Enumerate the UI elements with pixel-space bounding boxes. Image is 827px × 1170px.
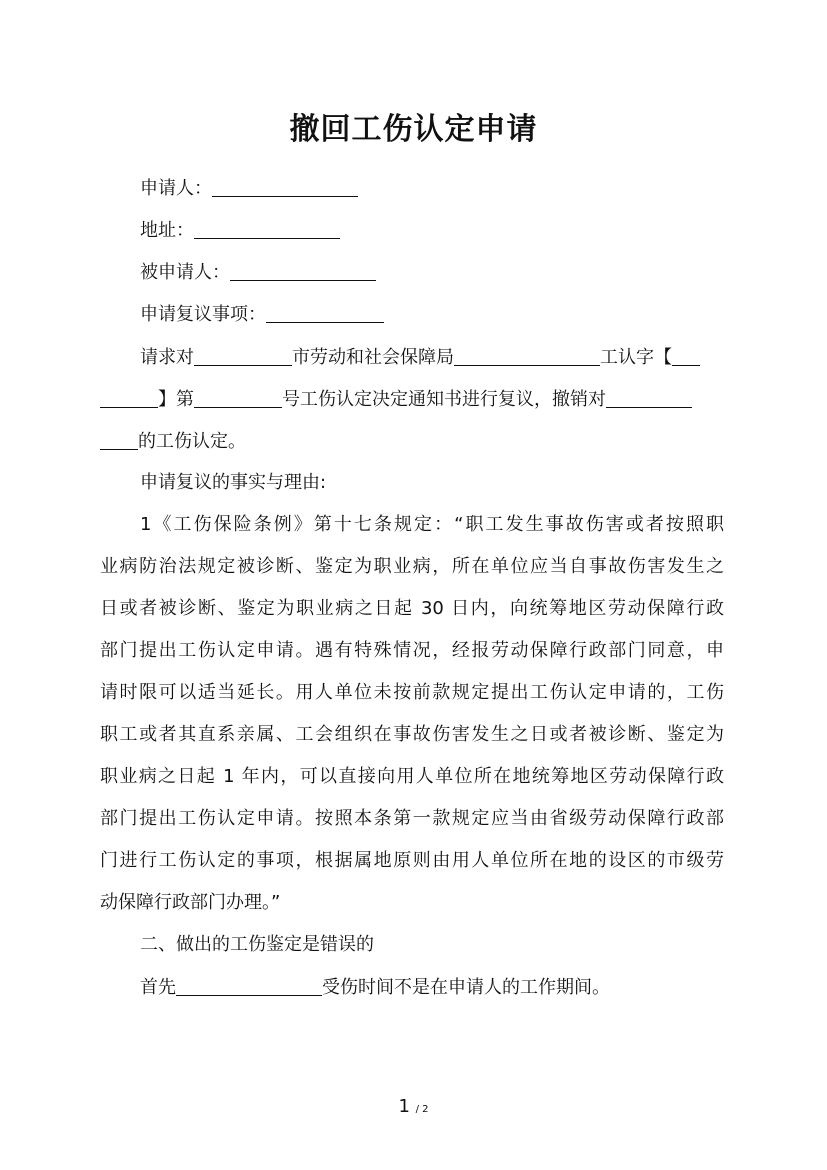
address-blank <box>194 218 340 239</box>
article-line: 1《工伤保险条例》第十七条规定：“职工发生事故伤害或者按照职 <box>140 514 724 535</box>
matter-blank <box>266 302 384 323</box>
request-line-2 <box>100 387 724 412</box>
request-text-5: 号工伤认定决定通知书进行复议，撤销对 <box>282 389 606 410</box>
applicant-label: 申请人： <box>140 178 212 199</box>
request-text-6: 的工伤认定。 <box>138 431 246 452</box>
address-label: 地址： <box>140 220 194 241</box>
article-line: 部门提出工伤认定申请。遇有特殊情况，经报劳动保障行政部门同意，申 <box>100 640 724 661</box>
article-line: 门进行工伤认定的事项，根据属地原则由用人单位所在地的设区的市级劳 <box>100 850 724 871</box>
address-field <box>140 218 724 243</box>
request-text-4: 】第 <box>158 389 194 410</box>
first-reason-text-2: 受伤时间不是在申请人的工作期间。 <box>322 977 610 998</box>
first-reason-text-1: 首先 <box>140 977 176 998</box>
first-reason-blank <box>176 975 322 996</box>
respondent-field <box>140 260 724 285</box>
current-page: 1 <box>398 1096 410 1117</box>
article-line: 职工或者其直系亲属、工会组织在事故伤害发生之日或者被诊断、鉴定为 <box>100 724 724 745</box>
request-line-3 <box>100 429 724 454</box>
person-blank-end <box>100 429 138 450</box>
first-reason-line <box>140 975 724 1000</box>
matter-label: 申请复议事项： <box>140 304 266 325</box>
article-line: 业病防治法规定被诊断、鉴定为职业病，所在单位应当自事故伤害发生之 <box>100 556 724 577</box>
matter-field <box>140 302 724 327</box>
request-text-3: 工认字【 <box>600 347 672 368</box>
bureau-blank <box>454 345 600 366</box>
respondent-blank <box>230 260 376 281</box>
applicant-blank <box>212 176 358 197</box>
request-text-1: 请求对 <box>140 347 194 368</box>
document-title: 撤回工伤认定申请 <box>289 112 538 147</box>
article-line: 请时限可以适当延长。用人单位未按前款规定提出工伤认定申请的，工伤 <box>100 682 724 703</box>
request-text-2: 市劳动和社会保障局 <box>292 347 454 368</box>
year-blank-start <box>672 345 700 366</box>
person-blank-start <box>606 387 692 408</box>
applicant-field <box>140 176 724 201</box>
article-line: 职业病之日起 1 年内，可以直接向用人单位所在地统筹地区劳动保障行政 <box>100 766 724 787</box>
total-pages: / 2 <box>415 1104 429 1115</box>
article-line: 动保障行政部门办理。” <box>100 892 281 913</box>
year-blank-end <box>100 387 158 408</box>
request-line-1 <box>140 345 724 370</box>
article-line: 日或者被诊断、鉴定为职业病之日起 30 日内，向统筹地区劳动保障行政 <box>100 598 724 619</box>
page-number <box>0 1096 827 1117</box>
respondent-label: 被申请人： <box>140 262 230 283</box>
number-blank <box>194 387 282 408</box>
article-line: 部门提出工伤认定申请。按照本条第一款规定应当由省级劳动保障行政部 <box>100 808 724 829</box>
city-blank <box>194 345 292 366</box>
section-two-heading: 二、做出的工伤鉴定是错误的 <box>140 934 374 955</box>
facts-heading: 申请复议的事实与理由: <box>140 472 327 493</box>
